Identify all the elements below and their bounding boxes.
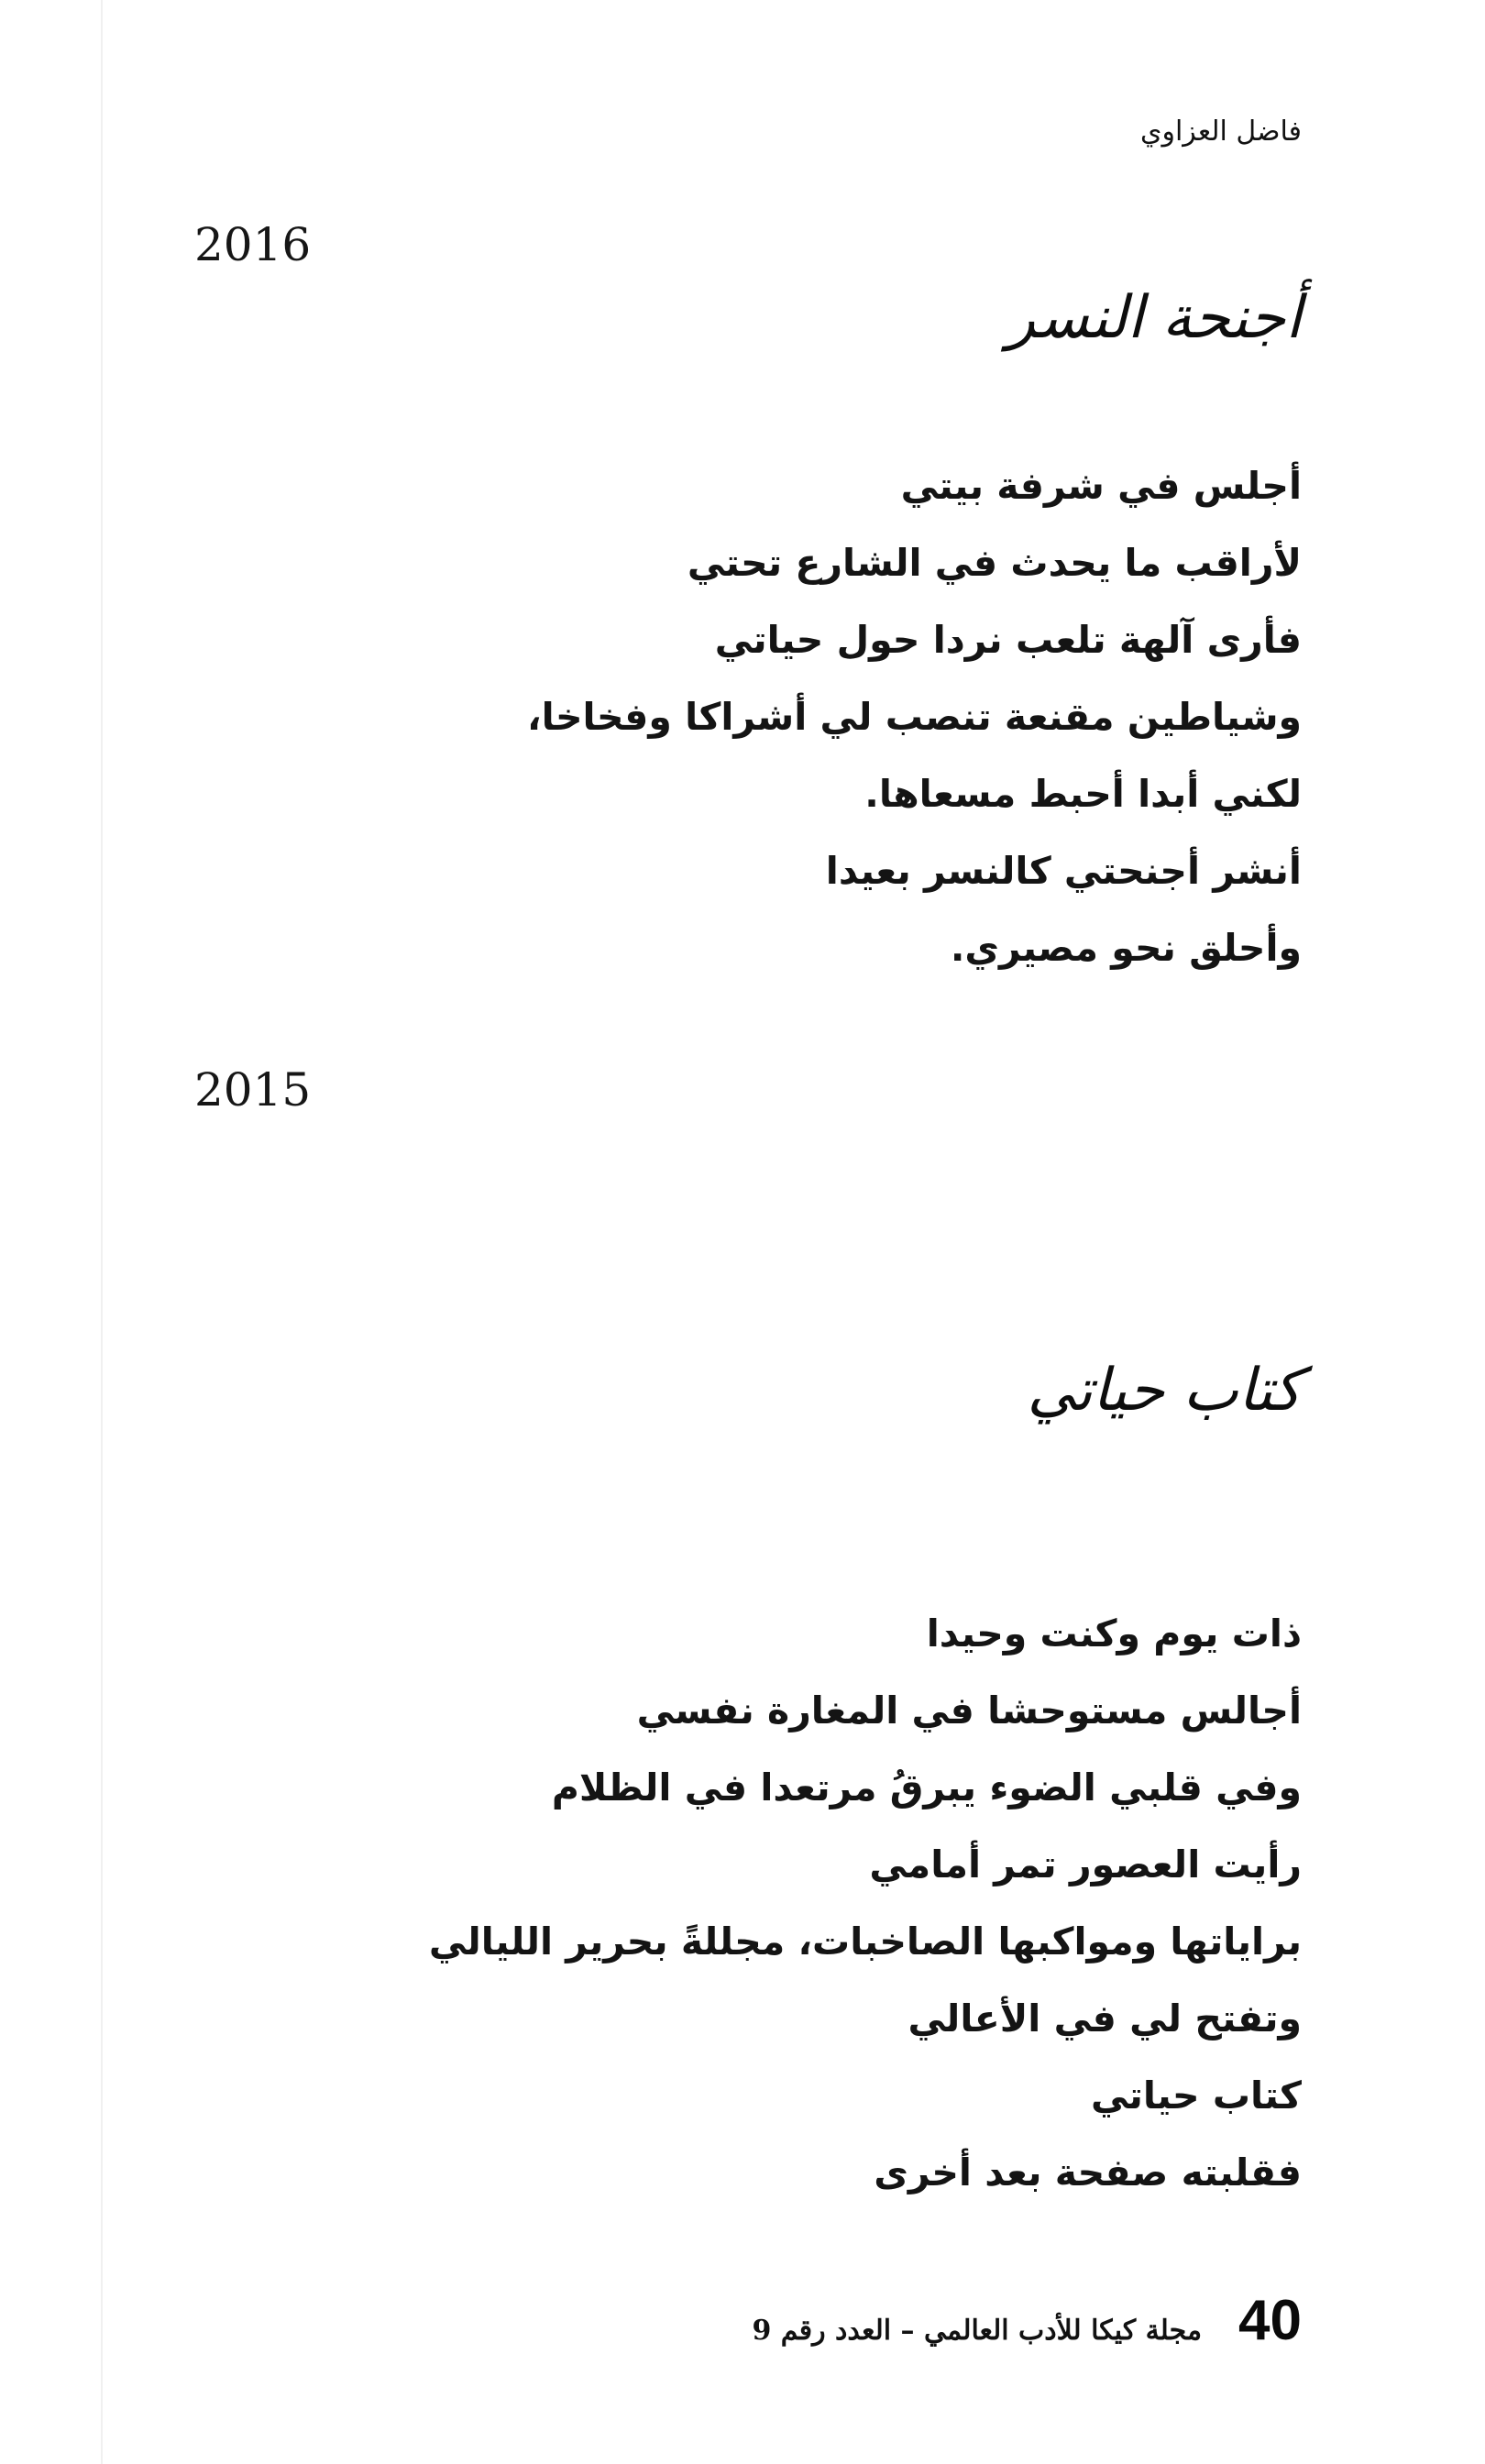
poem-body bbox=[429, 1595, 1302, 2211]
page-footer bbox=[752, 2288, 1302, 2353]
poem-line: أنشر أجنحتي كالنسر بعيدا bbox=[825, 849, 1302, 893]
poem-title: كتاب حياتي bbox=[1027, 1357, 1302, 1424]
poem-line: لأراقب ما يحدث في الشارع تحتي bbox=[687, 541, 1302, 585]
poem-line: كتاب حياتي bbox=[1090, 2074, 1302, 2118]
author-name: فاضل العزاوي bbox=[1139, 116, 1302, 148]
poem-line: أجالس مستوحشا في المغارة نفسي bbox=[636, 1688, 1302, 1732]
poem-line: رأيت العصور تمر أمامي bbox=[869, 1842, 1302, 1886]
poem-line: براياتها ومواكبها الصاخبات، مجللةً بحرير الليالي bbox=[428, 1920, 1302, 1964]
poem-line: لكني أبدا أحبط مسعاها. bbox=[864, 772, 1302, 816]
page-number: 40 bbox=[1238, 2289, 1302, 2352]
poem-line: فقلبته صفحة بعد أخرى bbox=[874, 2150, 1302, 2194]
poem-line: وأحلق نحو مصيري. bbox=[950, 926, 1302, 970]
poem-line: فأرى آلهة تلعب نردا حول حياتي bbox=[714, 618, 1302, 662]
page-edge-divider bbox=[101, 0, 103, 2464]
poem-year: 2015 bbox=[194, 1063, 312, 1116]
poem-year: 2016 bbox=[194, 218, 312, 271]
poem-body bbox=[527, 447, 1302, 986]
poem-line: وشياطين مقنعة تنصب لي أشراكا وفخاخا، bbox=[527, 695, 1302, 739]
poem-line: وفي قلبي الضوء يبرقُ مرتعدا في الظلام bbox=[551, 1766, 1302, 1810]
journal-issue: مجلة كيكا للأدب العالمي – العدد رقم 9 bbox=[752, 2315, 1203, 2347]
poem-title: أجنحة النسر bbox=[1006, 284, 1302, 352]
poem-line: أجلس في شرفة بيتي bbox=[900, 464, 1302, 508]
poem-line: ذات يوم وكنت وحيدا bbox=[926, 1612, 1302, 1656]
poem-line: وتفتح لي في الأعالي bbox=[908, 1996, 1302, 2040]
